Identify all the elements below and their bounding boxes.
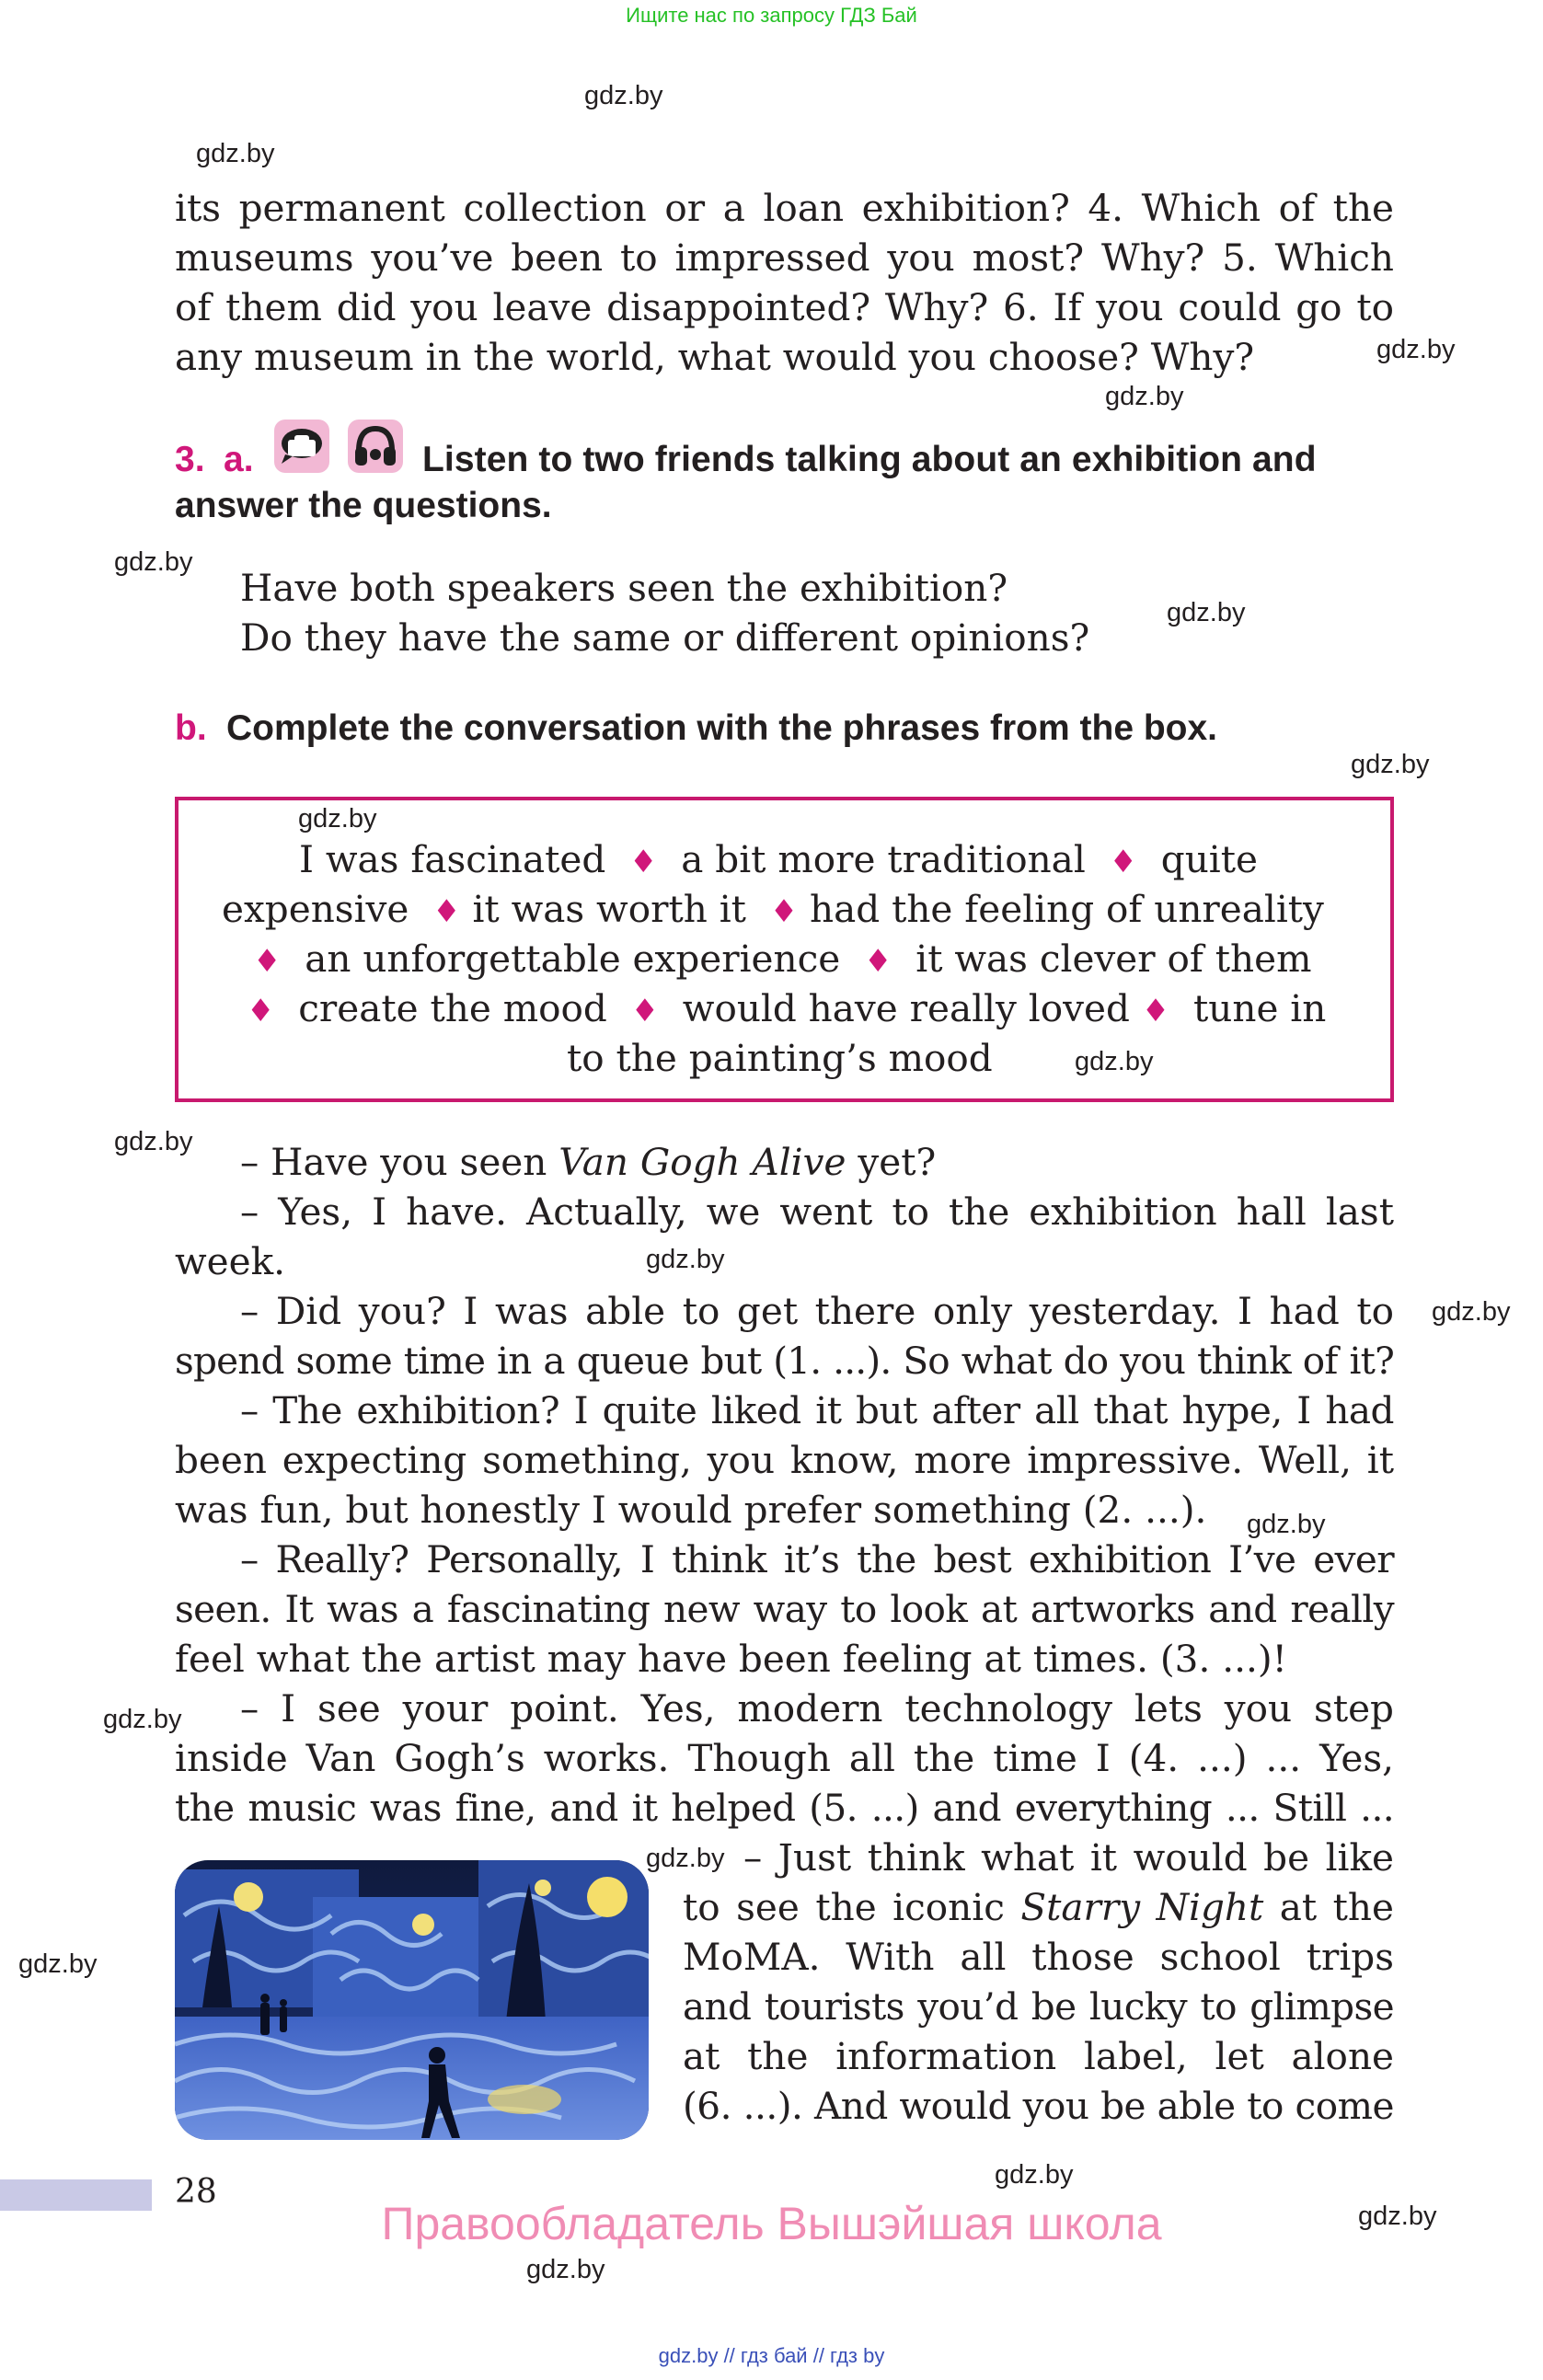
dialogue-text: yet? [846,1140,937,1184]
phrase: quite [1160,837,1258,881]
phrase: tune in [1193,986,1327,1030]
dialogue-line [683,1882,1394,1932]
phrase: it was worth it [472,887,746,931]
top-banner[interactable]: Ищите нас по запросу ГДЗ Бай [626,4,917,27]
intro-line: its permanent collection or a loan exhibition? 4. Which of the [175,186,1394,230]
watermark: gdz.by [103,1705,182,1734]
phrase-line [247,983,1326,1036]
phrase: to the painting’s mood [567,1036,993,1080]
dialogue-line: (6. ...). And would you be able to come [683,2084,1394,2128]
diamond-icon: ♦ [253,943,282,980]
bottom-links[interactable]: gdz.by // гдз бай // гдз by [658,2344,885,2367]
watermark: gdz.by [114,547,193,577]
phrase: it was clever of them [915,937,1312,981]
rights-holder: Правообладатель Вышэйшая школа [381,2198,1162,2249]
watermark: gdz.by [1376,335,1456,364]
intro-line: any museum in the world, what would you choose? Why? [175,335,1255,379]
phrase: I was fascinated [299,837,606,881]
dialogue-line: MoMA. With all those school trips [683,1935,1394,1979]
watermark: gdz.by [1432,1297,1511,1327]
watermark: gdz.by [1247,1510,1326,1539]
exercise-3a-instruction: Listen to two friends talking about an exhibition and [422,440,1317,479]
dialogue-line: – Did you? I was able to get there only yesterday. I had to [240,1289,1394,1333]
diamond-icon: ♦ [247,993,275,1029]
dialogue-text: – Have you seen [240,1140,559,1184]
intro-line: museums you’ve been to impressed you most? Why? 5. Which [175,236,1394,280]
dialogue-line: at the information label, let alone [683,2034,1394,2078]
dialogue-line: – Really? Personally, I think it’s the best exhibition I’ve ever [240,1537,1394,1581]
phrase: a bit more traditional [681,837,1086,881]
phrase: had the feeling of unreality [810,887,1324,931]
watermark: gdz.by [526,2255,605,2284]
watermark: gdz.by [18,1949,98,1979]
conversation-icon [274,420,329,473]
dialogue-line: spend some time in a queue but (1. ...). So what do you think of it? [175,1339,1394,1383]
watermark: gdz.by [196,139,275,168]
phrase: would have really loved [682,986,1130,1030]
exhibition-photo [175,1860,649,2140]
phrase-line [222,884,1324,937]
exercise-letter-b: b. [175,708,207,748]
watermark: gdz.by [995,2160,1074,2190]
diamond-icon: ♦ [432,893,461,930]
phrase: create the mood [298,986,607,1030]
dialogue-text: at the [1263,1885,1394,1929]
exhibition-title: Van Gogh Alive [558,1140,846,1184]
watermark: gdz.by [1075,1047,1154,1076]
intro-line: of them did you leave disappointed? Why? 6. If you could go to [175,285,1394,329]
headphones-icon [348,420,403,473]
watermark: gdz.by [1351,750,1430,779]
dialogue-line: inside Van Gogh’s works. Though all the time I (4. ...) ... Yes, [175,1736,1394,1780]
dialogue-line: been expecting something, you know, more impressive. Well, it [175,1438,1394,1482]
watermark: gdz.by [646,1245,725,1274]
dialogue-line: – I see your point. Yes, modern technology lets you step [240,1686,1394,1730]
diamond-icon: ♦ [629,844,658,880]
diamond-icon: ♦ [1141,993,1170,1029]
dialogue-line: seen. It was a fascinating new way to look at artworks and really [175,1587,1394,1631]
watermark: gdz.by [114,1127,193,1156]
diamond-icon: ♦ [769,893,799,930]
dialogue-line: and tourists you’d be lucky to glimpse [683,1984,1394,2029]
phrase-line [567,1033,993,1083]
phrase-line [253,934,1311,986]
watermark: gdz.by [1167,598,1246,627]
watermark: gdz.by [646,1844,725,1873]
phrase: expensive [222,887,409,931]
exercise-number: 3. [175,440,205,479]
dialogue-line: – Yes, I have. Actually, we went to the exhibition hall last [240,1190,1394,1234]
dialogue-line: – Just think what it would be like [743,1835,1394,1880]
dialogue-text: to see the iconic [683,1885,1021,1929]
diamond-icon: ♦ [1109,844,1138,880]
diamond-icon: ♦ [630,993,660,1029]
watermark: gdz.by [584,81,663,110]
page-number: 28 [175,2173,217,2211]
exercise-3a-instruction-cont: answer the questions. [175,486,552,525]
exercise-letter-a: a. [224,440,254,479]
painting-title: Starry Night [1020,1885,1264,1929]
watermark: gdz.by [298,804,377,834]
question: Do they have the same or different opinions? [240,615,1090,660]
question: Have both speakers seen the exhibition? [240,566,1008,610]
dialogue-line: the music was fine, and it helped (5. ...) and everything ... Still ... [175,1786,1394,1830]
watermark: gdz.by [1358,2202,1437,2231]
phrase: an unforgettable experience [305,937,841,981]
dialogue-line: was fun, but honestly I would prefer something (2. ...). [175,1488,1207,1532]
watermark: gdz.by [1105,382,1184,411]
dialogue-line: feel what the artist may have been feeling at times. (3. ...)! [175,1637,1287,1681]
dialogue-line: – The exhibition? I quite liked it but after all that hype, I had [240,1388,1394,1432]
exercise-3b-instruction: Complete the conversation with the phrases from the box. [226,708,1218,748]
dialogue-line [240,1137,936,1187]
phrase-line [299,834,1258,887]
dialogue-line: week. [175,1239,286,1283]
diamond-icon: ♦ [864,943,892,980]
